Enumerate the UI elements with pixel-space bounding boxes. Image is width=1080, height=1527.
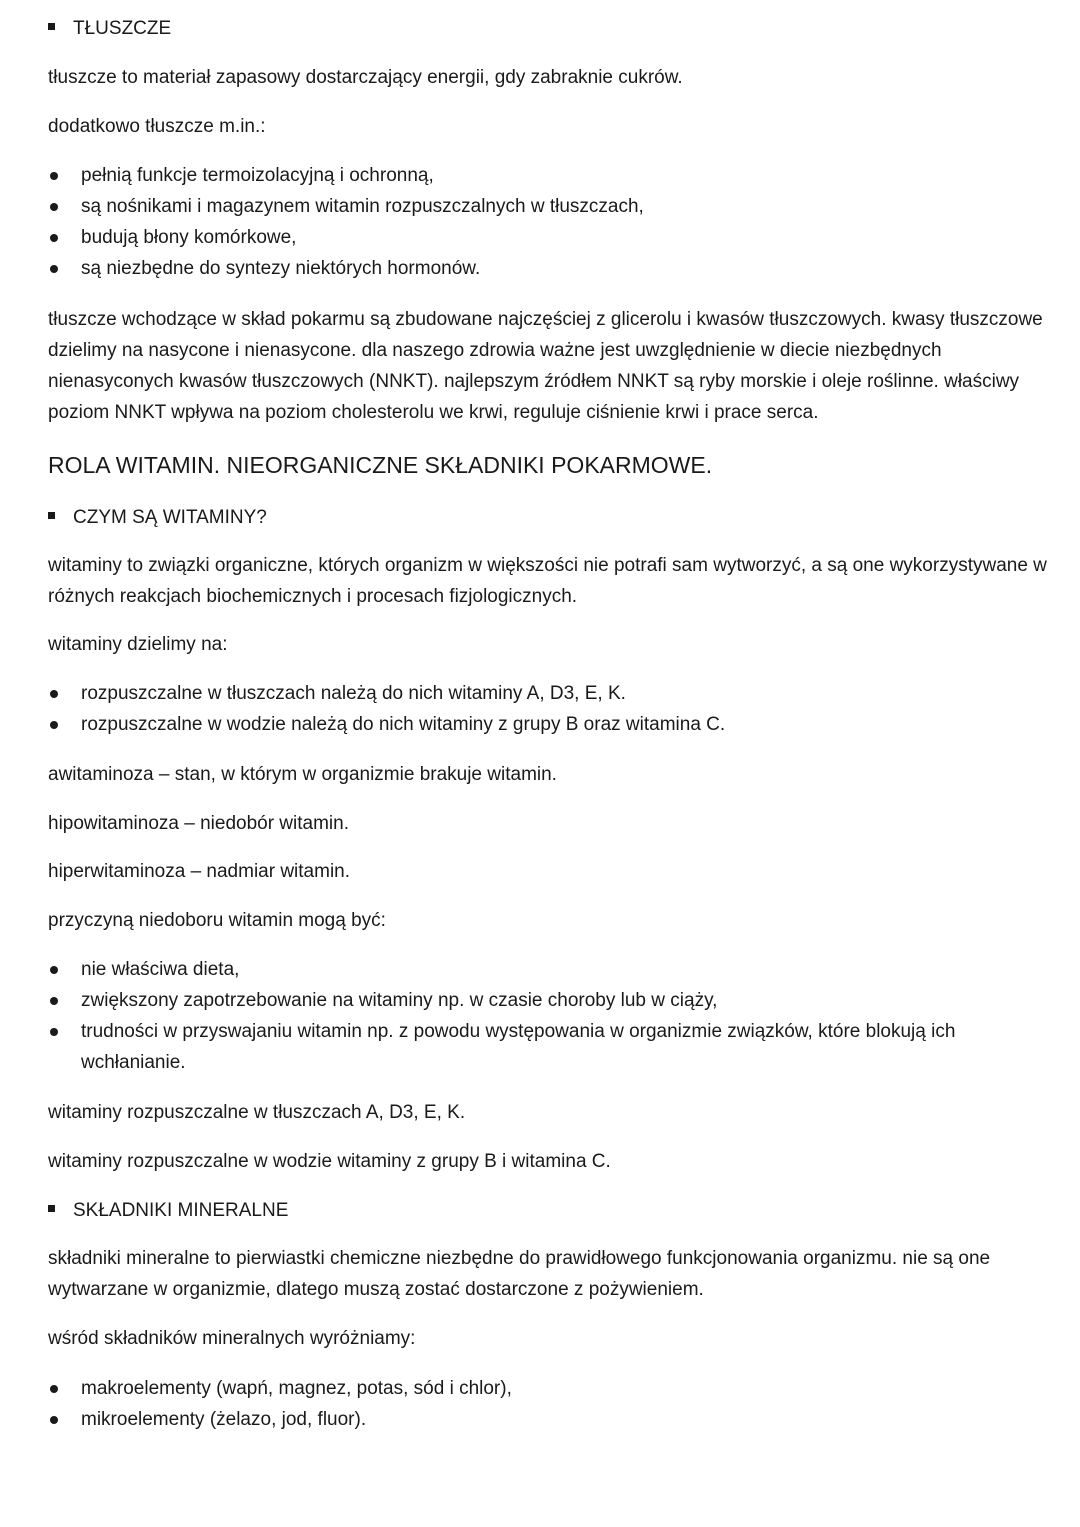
fats-additional: dodatkowo tłuszcze m.in.:	[48, 116, 266, 137]
bullet-icon	[50, 690, 58, 698]
hypervitaminosis-definition: hiperwitaminoza – nadmiar witamin.	[48, 861, 351, 882]
list-item: nie właściwa dieta,	[48, 954, 1050, 985]
bullet-icon	[50, 203, 58, 211]
minerals-heading-text: SKŁADNIKI MINERALNE	[73, 1200, 289, 1221]
list-item: makroelementy (wapń, magnez, potas, sód i chlor),	[48, 1373, 1050, 1404]
hypovitaminosis-definition: hipowitaminoza – niedobór witamin.	[48, 813, 349, 834]
square-bullet-icon	[48, 512, 55, 519]
list-item: rozpuszczalne w wodzie należą do nich witaminy z grupy B oraz witamina C.	[48, 709, 1050, 740]
fats-heading	[48, 13, 171, 44]
avitaminosis-definition: awitaminoza – stan, w którym w organizmie brakuje witamin.	[48, 764, 557, 785]
fats-paragraph: tłuszcze wchodzące w skład pokarmu są zbudowane najczęściej z glicerolu i kwasów tłuszczowych. kwasy tłuszczowe dzielimy na nasycone i nienasycone. dla naszego zdrowia ważne jest uwzględnienie w diecie niezbędnych nienasyconych kwasów tłuszczowych (NNKT). najlepszym źródłem NNKT są ryby morskie i oleje roślinne. właściwy poziom NNKT wpływa na poziom cholesterolu we krwi, reguluje ciśnienie krwi i prace serca.	[48, 309, 1043, 423]
vitamins-intro: witaminy to związki organiczne, których organizm w większości nie potrafi sam wytworzyć, a są one wykorzystywane w różnych reakcjach biochemicznych i procesach fizjologicznych.	[48, 555, 1047, 607]
minerals-intro: składniki mineralne to pierwiastki chemiczne niezbędne do prawidłowego funkcjonowania organizmu. nie są one wytwarzane w organizmie, dlatego muszą zostać dostarczone z pożywieniem.	[48, 1248, 991, 1300]
list-item: pełnią funkcje termoizolacyjną i ochronną,	[48, 160, 1050, 191]
vitamins-heading-text: CZYM SĄ WITAMINY?	[73, 507, 267, 528]
vitamins-types-list	[48, 678, 1050, 740]
fats-heading-text: TŁUSZCZE	[73, 18, 172, 39]
bullet-icon	[50, 721, 58, 729]
list-item: rozpuszczalne w tłuszczach należą do nich witaminy A, D3, E, K.	[48, 678, 1050, 709]
list-item: trudności w przyswajaniu witamin np. z powodu występowania w organizmie związków, które blokują ich wchłanianie.	[48, 1016, 1050, 1078]
vitamins-division: witaminy dzielimy na:	[48, 634, 228, 655]
bullet-icon	[50, 997, 58, 1005]
fats-intro: tłuszcze to materiał zapasowy dostarczający energii, gdy zabraknie cukrów.	[48, 67, 683, 88]
list-item: zwiększony zapotrzebowanie na witaminy np. w czasie choroby lub w ciąży,	[48, 985, 1050, 1016]
vitamins-heading	[48, 502, 267, 533]
square-bullet-icon	[48, 23, 55, 30]
bullet-icon	[50, 1028, 58, 1036]
bullet-icon	[50, 234, 58, 242]
list-item: są niezbędne do syntezy niektórych hormonów.	[48, 253, 1050, 284]
bullet-icon	[50, 172, 58, 180]
fats-functions-list	[48, 160, 1050, 284]
fat-soluble-vitamins: witaminy rozpuszczalne w tłuszczach A, D3, E, K.	[48, 1102, 466, 1123]
section-title: ROLA WITAMIN. NIEORGANICZNE SKŁADNIKI POKARMOWE.	[48, 452, 713, 478]
square-bullet-icon	[48, 1205, 55, 1212]
minerals-types-list	[48, 1373, 1050, 1435]
bullet-icon	[50, 1385, 58, 1393]
bullet-icon	[50, 1416, 58, 1424]
bullet-icon	[50, 265, 58, 273]
list-item: budują błony komórkowe,	[48, 222, 1050, 253]
bullet-icon	[50, 966, 58, 974]
causes-intro: przyczyną niedoboru witamin mogą być:	[48, 910, 386, 931]
list-item: mikroelementy (żelazo, jod, fluor).	[48, 1404, 1050, 1435]
minerals-among: wśród składników mineralnych wyróżniamy:	[48, 1328, 416, 1349]
water-soluble-vitamins: witaminy rozpuszczalne w wodzie witaminy z grupy B i witamina C.	[48, 1151, 611, 1172]
causes-list	[48, 954, 1050, 1078]
list-item: są nośnikami i magazynem witamin rozpuszczalnych w tłuszczach,	[48, 191, 1050, 222]
minerals-heading	[48, 1195, 288, 1226]
